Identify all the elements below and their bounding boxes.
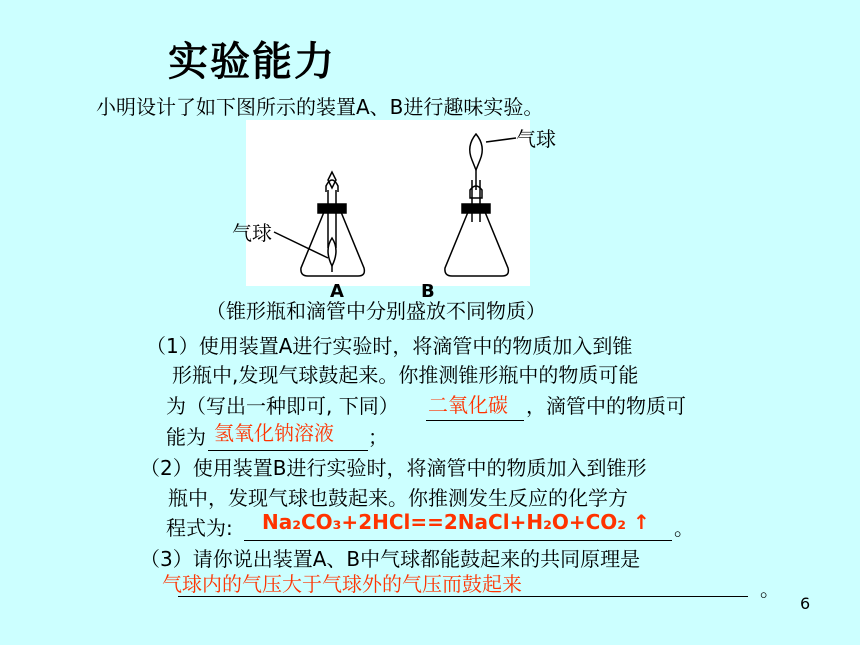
q1-answer2: 氢氧化钠溶液 <box>214 421 334 445</box>
q1-blank2-line <box>208 450 368 451</box>
q2-line3-post: 。 <box>674 516 694 540</box>
q1-blank1-line <box>426 420 524 421</box>
figure-caption: （锥形瓶和滴管中分别盛放不同物质） <box>206 299 546 323</box>
q1-answer1: 二氧化碳 <box>428 393 508 417</box>
q2-line3-pre: 程式为: <box>166 516 233 540</box>
q2-line2: 瓶中，发现气球也鼓起来。你推测发生反应的化学方 <box>168 486 628 510</box>
q2-equation: Na₂CO₃+2HCl==2NaCl+H₂O+CO₂ ↑ <box>262 510 650 534</box>
label-balloon-left: 气球 <box>232 221 272 245</box>
q3-end: 。 <box>760 577 780 601</box>
flask-a-balloon <box>328 238 336 266</box>
q2-blank-line <box>244 540 672 541</box>
q1-line2: 形瓶中,发现气球鼓起来。你推测锥形瓶中的物质可能 <box>172 363 639 387</box>
leader-line-a <box>274 232 328 258</box>
q1-line4-pre: 能为 <box>166 425 206 449</box>
q1-line1: （1）使用装置A进行实验时，将滴管中的物质加入到锥 <box>146 334 633 358</box>
apparatus-figure <box>246 120 530 286</box>
page-number: 6 <box>800 594 811 613</box>
q3-line1: （3）请你说出装置A、B中气球都能鼓起来的共同原理是 <box>140 547 641 571</box>
q2-line1: （2）使用装置B进行实验时，将滴管中的物质加入到锥形 <box>140 456 647 480</box>
flask-a-stopper <box>318 204 346 213</box>
q1-line4-post: ； <box>368 425 388 449</box>
label-balloon-top: 气球 <box>516 127 556 151</box>
q1-line3-post: ，滴管中的物质可 <box>526 394 686 418</box>
apparatus-drawing <box>246 120 530 286</box>
label-a: A <box>330 281 344 302</box>
label-b: B <box>421 281 435 302</box>
q3-answer: 气球内的气压大于气球外的气压而鼓起来 <box>162 572 522 596</box>
intro-text: 小明设计了如下图所示的装置A、B进行趣味实验。 <box>96 95 544 119</box>
slide-title: 实验能力 <box>168 39 336 85</box>
leader-line-b <box>486 138 516 142</box>
flask-b-balloon <box>470 134 483 170</box>
flask-b-body <box>445 212 509 276</box>
q1-line3-pre: 为（写出一种即可, 下同） <box>166 394 399 418</box>
flask-b-stopper <box>462 204 490 213</box>
